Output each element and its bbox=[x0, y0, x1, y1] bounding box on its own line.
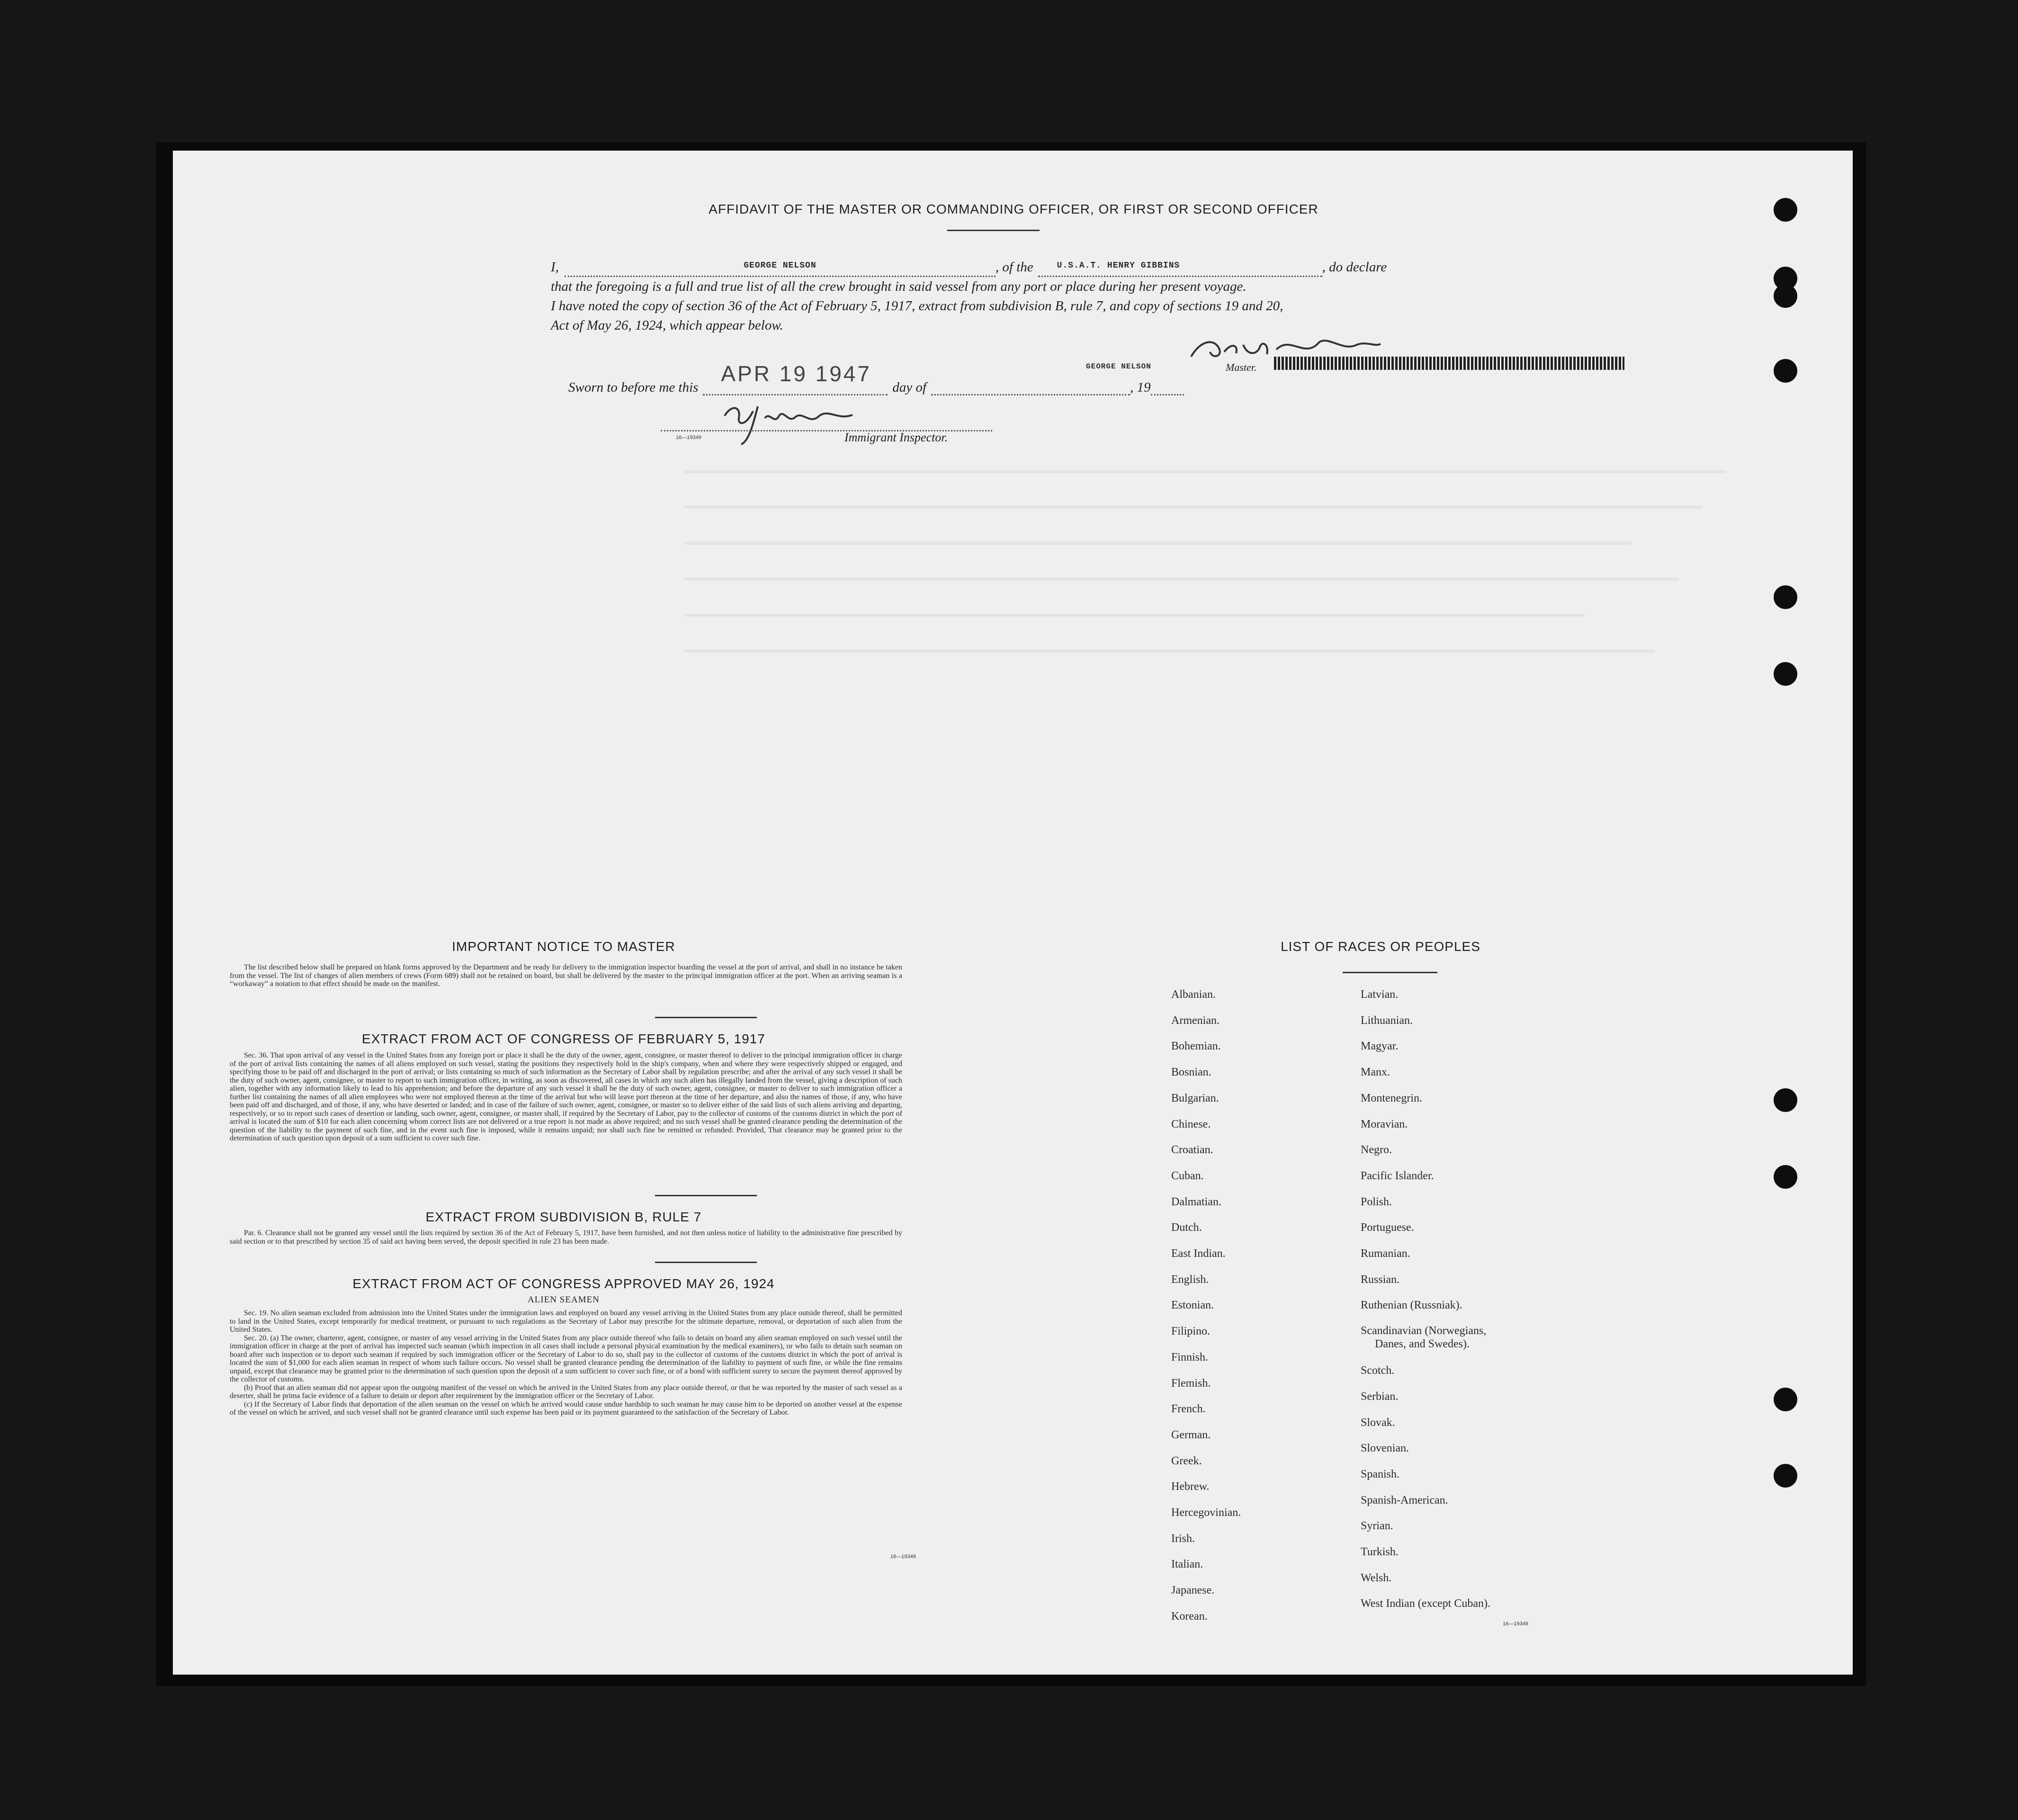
race-item: Latvian. bbox=[1361, 988, 1399, 1001]
rule-7-title: EXTRACT FROM SUBDIVISION B, RULE 7 bbox=[425, 1210, 702, 1224]
binder-hole bbox=[1774, 284, 1797, 308]
race-item: Montenegrin. bbox=[1361, 1092, 1422, 1104]
master-name-typed: GEORGE NELSON bbox=[744, 261, 816, 270]
race-item: Negro. bbox=[1361, 1144, 1392, 1157]
race-item: Syrian. bbox=[1361, 1520, 1393, 1533]
race-item: English. bbox=[1171, 1273, 1209, 1286]
alien-seamen-subtitle: ALIEN SEAMEN bbox=[528, 1295, 600, 1305]
race-item: Estonian. bbox=[1171, 1299, 1214, 1312]
affidavit-line-3: I have noted the copy of section 36 of the Act of February 5, 1917, extract from subdivision B, rule 7, and copy of sections 19 and 20, bbox=[551, 298, 1283, 314]
race-item: Armenian. bbox=[1171, 1014, 1220, 1027]
affidavit-i-label: I, bbox=[551, 260, 559, 275]
notice-paragraph: The list described below shall be prepared on blank forms approved by the Department and be ready for delivery to the immigration inspector boarding the vessel at the port of arrival, and shall in no instance be taken from the vessel. The list of changes of alien members of crews (Form 689) shall not be retained on board, but shall be delivered by the master to the principal immigration officer at the port. When an arriving seaman is a “workaway” a notation to that effect should be made on the manifest. bbox=[230, 963, 902, 988]
affidavit-form-number: 16—19349 bbox=[676, 435, 701, 440]
race-item: Finnish. bbox=[1171, 1351, 1209, 1363]
extract-form-number: 16—19349 bbox=[890, 1554, 916, 1560]
master-name-under-signature: GEORGE NELSON bbox=[1086, 362, 1151, 371]
binder-hole bbox=[1774, 1388, 1797, 1411]
date-stamp: APR 19 1947 bbox=[721, 361, 872, 386]
notice-text bbox=[230, 963, 902, 988]
race-item: Turkish. bbox=[1361, 1546, 1399, 1559]
of-the-label: , of the bbox=[995, 260, 1033, 275]
master-name-field bbox=[565, 254, 996, 277]
race-item: Ruthenian (Russniak). bbox=[1361, 1299, 1462, 1312]
race-item: Slovenian. bbox=[1361, 1442, 1409, 1455]
race-item: West Indian (except Cuban). bbox=[1361, 1597, 1490, 1610]
divider bbox=[655, 1262, 757, 1263]
race-item: Filipino. bbox=[1171, 1325, 1211, 1338]
extract-1924-text bbox=[230, 1309, 902, 1417]
extract-1917-title: EXTRACT FROM ACT OF CONGRESS OF FEBRUARY 5, 1917 bbox=[362, 1031, 765, 1046]
sworn-label: Sworn to before me this bbox=[568, 380, 699, 395]
bleed-through-mark bbox=[684, 650, 1655, 653]
race-item: Portuguese. bbox=[1361, 1221, 1414, 1234]
race-item: Bohemian. bbox=[1171, 1040, 1221, 1053]
race-item: Hebrew. bbox=[1171, 1480, 1210, 1493]
affidavit-line-2: that the foregoing is a full and true list of all the crew brought in said vessel from any port or place during her present voyage. bbox=[551, 279, 1247, 294]
divider bbox=[655, 1017, 757, 1018]
race-item: Welsh. bbox=[1361, 1571, 1392, 1584]
binder-hole bbox=[1774, 1165, 1797, 1189]
race-item-scandinavian bbox=[1361, 1318, 1490, 1358]
race-item: Dalmatian. bbox=[1171, 1195, 1221, 1208]
divider bbox=[1343, 972, 1437, 973]
binder-hole bbox=[1774, 1464, 1797, 1488]
bleed-through-mark bbox=[684, 542, 1632, 545]
race-item: Flemish. bbox=[1171, 1377, 1211, 1390]
race-item: Croatian. bbox=[1171, 1144, 1213, 1157]
race-item: East Indian. bbox=[1171, 1247, 1226, 1260]
race-item: Greek. bbox=[1171, 1454, 1202, 1467]
race-item: Spanish. bbox=[1361, 1468, 1400, 1480]
race-item: Bulgarian. bbox=[1171, 1092, 1219, 1104]
affidavit-line-1 bbox=[551, 254, 1640, 277]
race-item: Italian. bbox=[1171, 1558, 1203, 1571]
race-item: Irish. bbox=[1171, 1532, 1195, 1545]
race-item: Bosnian. bbox=[1171, 1066, 1211, 1079]
redaction-bar bbox=[1274, 357, 1624, 370]
race-item: Cuban. bbox=[1171, 1169, 1204, 1182]
do-declare-label: , do declare bbox=[1322, 260, 1387, 275]
vessel-name-field bbox=[1038, 254, 1322, 277]
month-field bbox=[931, 377, 1130, 395]
affidavit-text bbox=[551, 254, 1640, 335]
race-item: Chinese. bbox=[1171, 1118, 1211, 1130]
notice-title: IMPORTANT NOTICE TO MASTER bbox=[452, 939, 675, 954]
race-item: Lithuanian. bbox=[1361, 1014, 1413, 1027]
divider bbox=[655, 1195, 757, 1196]
race-item: German. bbox=[1171, 1428, 1211, 1441]
section-20a-paragraph: Sec. 20. (a) The owner, charterer, agent, consignee, or master of any vessel arriving in the United States from any place outside thereof who fails to detain on board any alien seaman employed on such vessel until the immigration officer in charge at the port of arrival has inspected such seaman (which inspection in all cases shall include a personal physical examination by the medical examiners), or who fails to detain such seaman on board after such inspection or to deport such seaman if required by such immigration officer or the Secretary of Labor to do so, shall pay to the collector of customs of the customs district in which the port of arrival is located the sum of $1,000 for each alien seaman in respect of whom such failure occurs. No vessel shall be granted clearance pending the determination of the liability to payment of such fine, or while the fine remains unpaid, except that clearance may be granted prior to the determination of such question upon the deposit of a sum sufficient to cover such fine, or of a bond with sufficient surety to secure the payment thereof approved by the collector of customs. bbox=[230, 1334, 902, 1383]
bleed-through-mark bbox=[684, 470, 1726, 473]
races-form-number: 16—19349 bbox=[1503, 1621, 1528, 1627]
rule-7-paragraph: Par. 6. Clearance shall not be granted any vessel until the lists required by section 36 of the Act of February 5, 1917, have been furnished, and not then unless notice of liability to the administrative fine prescribed by said section or to that prescribed by section 35 of said act having been served, the deposit specified in rule 23 has been made. bbox=[230, 1229, 902, 1246]
race-item: Polish. bbox=[1361, 1195, 1392, 1208]
race-item: Russian. bbox=[1361, 1273, 1400, 1286]
race-item: Albanian. bbox=[1171, 988, 1216, 1001]
race-item: Rumanian. bbox=[1361, 1247, 1410, 1260]
extract-1917-text bbox=[230, 1051, 902, 1143]
binder-hole bbox=[1774, 198, 1797, 222]
race-item: Serbian. bbox=[1361, 1390, 1399, 1403]
race-item: Magyar. bbox=[1361, 1040, 1399, 1053]
race-item: French. bbox=[1171, 1403, 1206, 1416]
races-title: LIST OF RACES OR PEOPLES bbox=[1281, 939, 1480, 954]
race-item-line: Scandinavian (Norwegians, bbox=[1361, 1325, 1487, 1337]
section-20b-paragraph: (b) Proof that an alien seaman did not appear upon the outgoing manifest of the vessel on which he arrived in the United States from any place outside thereof, or that he was reported by the master of such vessel as a deserter, shall be prima facie evidence of a failure to detain or deport after requirement by the immigration officer or the Secretary of Labor. bbox=[230, 1383, 902, 1400]
bleed-through-mark bbox=[684, 506, 1703, 509]
rule-7-text bbox=[230, 1229, 902, 1246]
binder-hole bbox=[1774, 359, 1797, 383]
binder-hole bbox=[1774, 662, 1797, 686]
extract-1924-title: EXTRACT FROM ACT OF CONGRESS APPROVED MAY 26, 1924 bbox=[352, 1276, 775, 1291]
race-item: Japanese. bbox=[1171, 1584, 1215, 1597]
year-field bbox=[1151, 377, 1184, 395]
binder-hole bbox=[1774, 585, 1797, 609]
inspector-signature bbox=[720, 397, 862, 449]
document-page bbox=[173, 151, 1853, 1675]
bleed-through-mark bbox=[684, 614, 1584, 617]
races-right-column bbox=[1361, 982, 1490, 1617]
year-prefix: , 19 bbox=[1130, 380, 1151, 395]
bleed-through-mark bbox=[684, 578, 1679, 581]
race-item: Hercegovinian. bbox=[1171, 1506, 1241, 1519]
race-item: Spanish-American. bbox=[1361, 1494, 1448, 1506]
race-item: Korean. bbox=[1171, 1610, 1208, 1623]
race-item: Pacific Islander. bbox=[1361, 1169, 1434, 1182]
section-19-paragraph: Sec. 19. No alien seaman excluded from admission into the United States under the immigration laws and employed on board any vessel arriving in the United States from any place outside thereof, shall be permitted to land in the United States, except temporarily for medical treatment, or pursuant to such regulations as the Secretary of Labor may prescribe for the ultimate departure, removal, or deportation of such alien from the United States. bbox=[230, 1309, 902, 1334]
vessel-name-typed: U.S.A.T. HENRY GIBBINS bbox=[1057, 261, 1180, 270]
race-item: Slovak. bbox=[1361, 1416, 1395, 1429]
sworn-date-field bbox=[703, 361, 888, 395]
binder-hole bbox=[1774, 1088, 1797, 1112]
divider bbox=[947, 230, 1040, 231]
affidavit-line-4: Act of May 26, 1924, which appear below. bbox=[551, 318, 783, 333]
master-label: Master. bbox=[1226, 361, 1257, 373]
day-of-label: day of bbox=[892, 380, 927, 395]
races-left-column bbox=[1171, 982, 1241, 1630]
affidavit-title: AFFIDAVIT OF THE MASTER OR COMMANDING OFFICER, OR FIRST OR SECOND OFFICER bbox=[709, 202, 1318, 216]
race-item: Moravian. bbox=[1361, 1118, 1408, 1130]
inspector-label: Immigrant Inspector. bbox=[844, 430, 948, 444]
section-36-paragraph: Sec. 36. That upon arrival of any vessel in the United States from any foreign port or place it shall be the duty of the owner, agent, consignee, or master thereof to deliver to the principal immigration officer in charge of the port of arrival lists containing the names of all aliens employed on such vessel, stating the positions they respectively hold in the ship's company, when and where they were respectively shipped or engaged, and specifying those to be paid off and discharged in the port of arrival; or lists containing so much of such information as the Secretary of Labor shall by regulation prescribe; and after the arrival of any such vessel it shall be the duty of such owner, agent, consignee, or master to report to such immigration officer, in writing, as soon as discovered, all cases in which any such alien has illegally landed from the vessel, giving a description of such alien, together with any information likely to lead to his apprehension; and before the departure of any such vessel it shall be the duty of such owner, agent, consignee, or master to deliver to such immigration officer a further list containing the names of all alien employees who were not employed thereon at the time of the arrival but who will leave port thereon at the time of her departure, and also the names of those, if any, who have been paid off and discharged, and of those, if any, who have deserted or landed; and in case of the failure of such owner, agent, consignee, or master so to deliver either of the said lists of such aliens arriving and departing, respectively, or so to report such cases of desertion or landing, such owner, agent, consignee, or master shall, if required by the Secretary of Labor, pay to the collector of customs of the customs district in which the port of arrival is located the sum of $10 for each alien concerning whom correct lists are not delivered or a true report is not made as above required; and no such vessel shall be granted clearance pending the determination of the question of the liability to the payment of such fine, and in the event such fine is imposed, while it remains unpaid; nor shall such fine be remitted or refunded: Provided, That clearance may be granted prior to the determination of such question upon deposit of a sum sufficient to cover such fine. bbox=[230, 1051, 902, 1142]
race-item: Scotch. bbox=[1361, 1364, 1395, 1377]
race-item: Dutch. bbox=[1171, 1221, 1202, 1234]
section-20c-paragraph: (c) If the Secretary of Labor finds that deportation of the alien seaman on the vessel on which he arrived would cause undue hardship to such seaman he may cause him to be deported on another vessel at the expense of the vessel on which he arrived, and such vessel shall not be granted clearance until such expense has been paid or its payment guaranteed to the satisfaction of the Secretary of Labor. bbox=[230, 1400, 902, 1417]
race-item: Manx. bbox=[1361, 1066, 1390, 1079]
race-item-line: Danes, and Swedes). bbox=[1375, 1338, 1470, 1351]
